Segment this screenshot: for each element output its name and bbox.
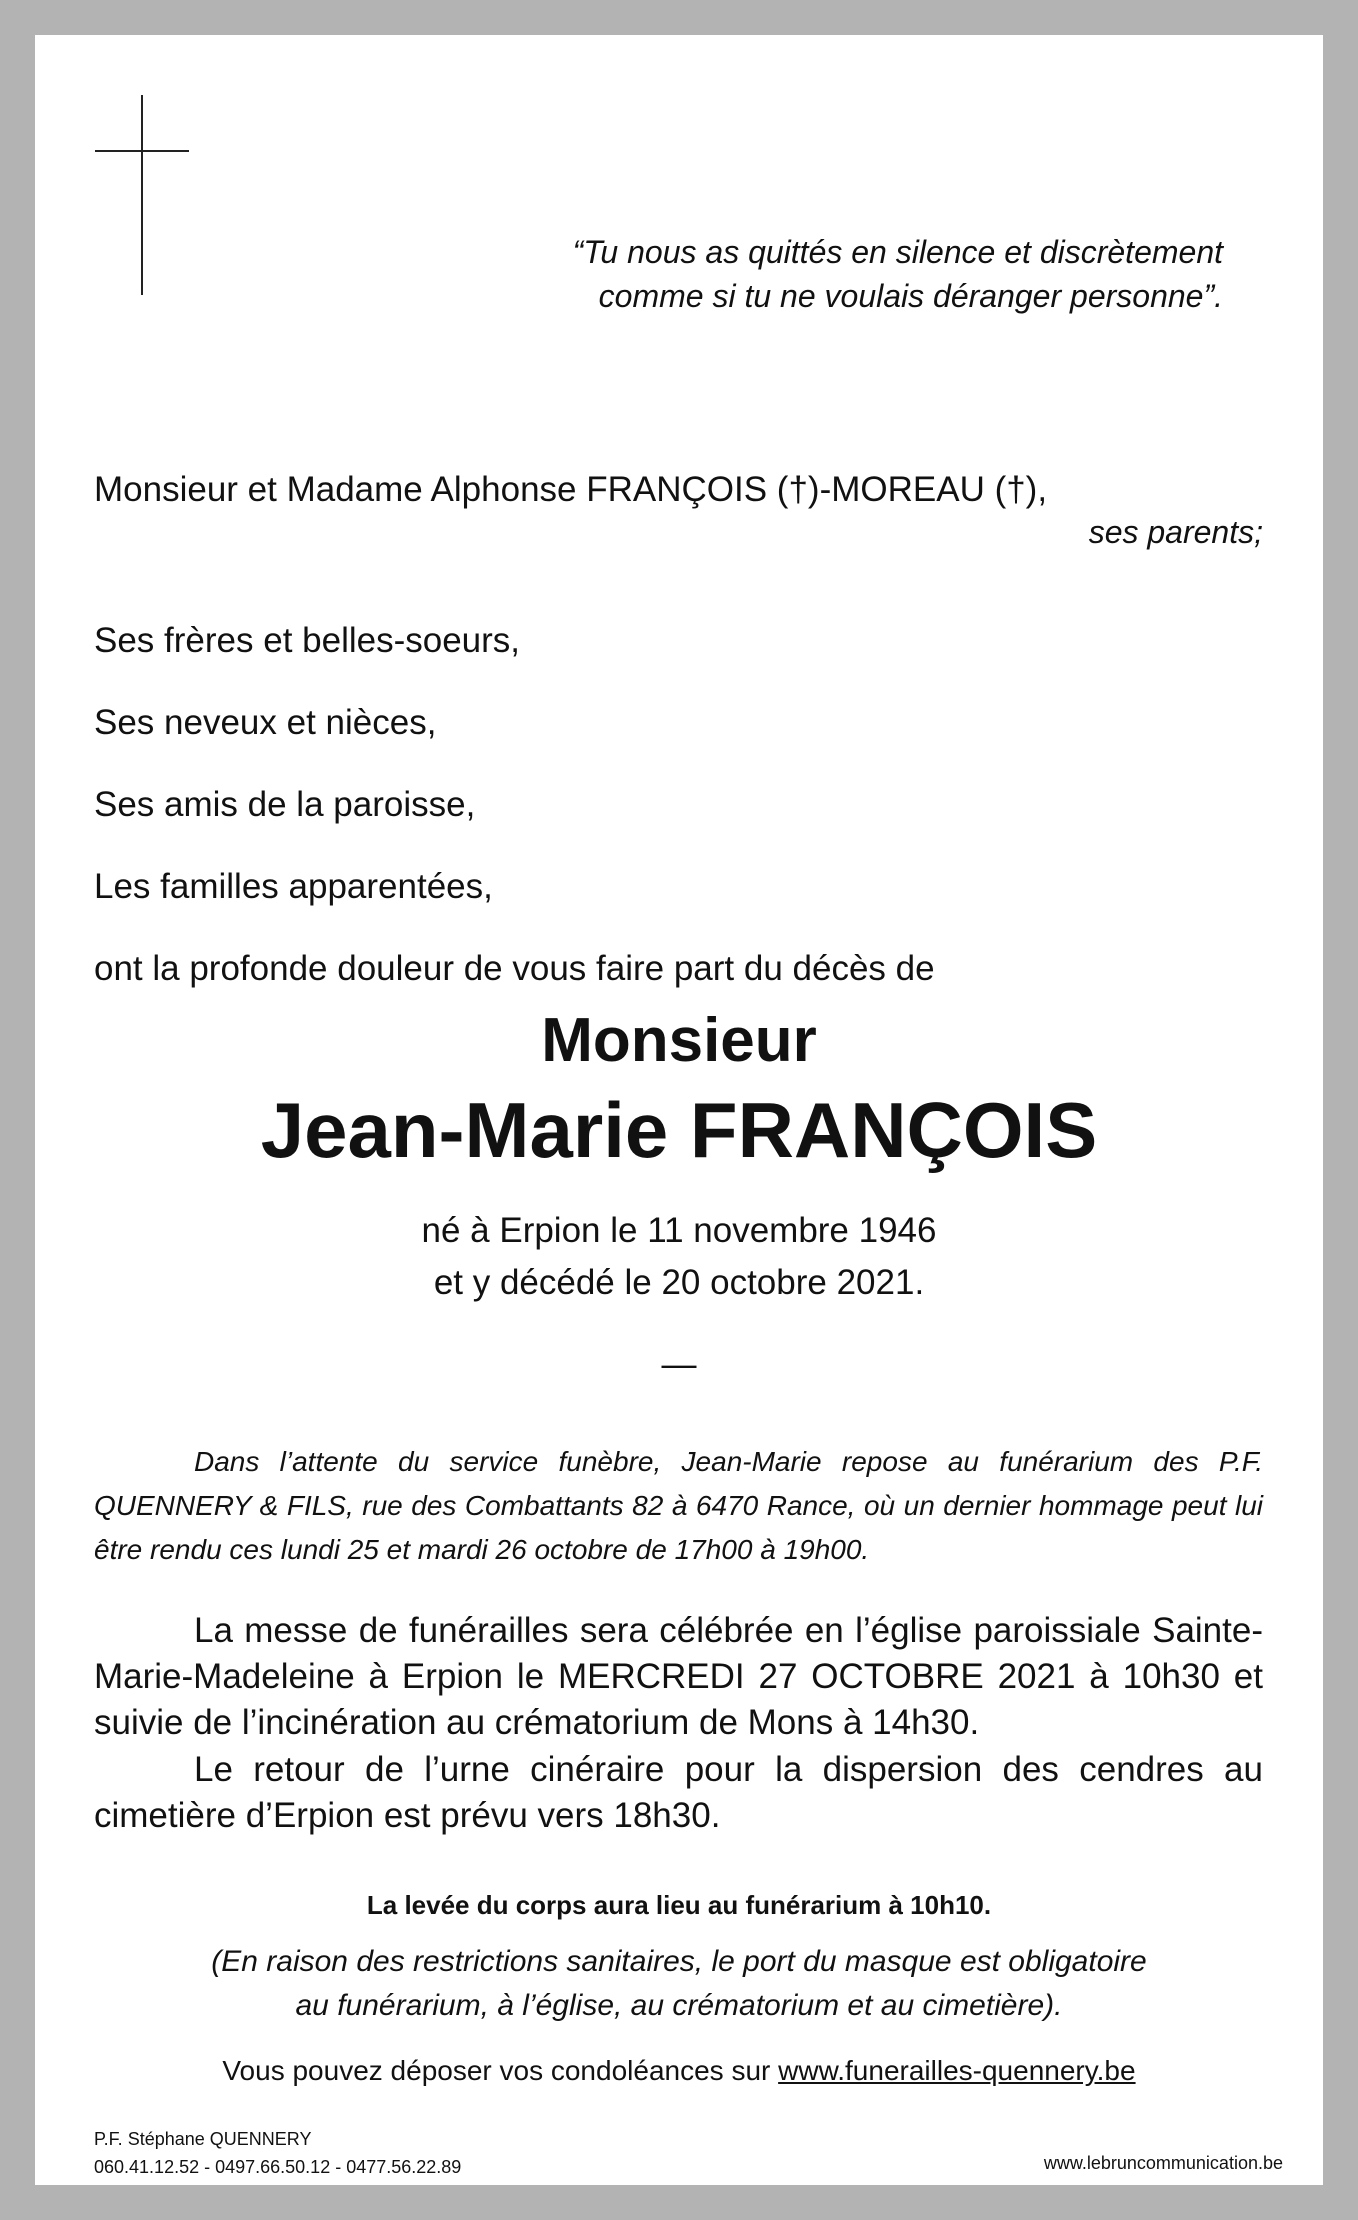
- footer-credit: www.lebruncommunication.be: [1043, 2153, 1283, 2173]
- condolences-text: Vous pouvez déposer vos condoléances sur: [222, 2055, 779, 2086]
- family-line: Les familles apparentées,: [94, 867, 493, 906]
- body-removal-notice: La levée du corps aura lieu au funérarium à 10h10.: [366, 1890, 992, 1920]
- death-line: et y décédé le 20 octobre 2021.: [433, 1263, 925, 1302]
- obituary-card: [35, 35, 1323, 2185]
- footer-contact: [94, 2125, 461, 2181]
- deceased-name: Jean-Marie FRANÇOIS: [260, 1086, 1098, 1174]
- parents-names: Monsieur et Madame Alphonse FRANÇOIS (†)-MOREAU (†),: [94, 470, 1048, 509]
- family-line: Ses amis de la paroisse,: [94, 785, 476, 824]
- sanitary-line-1: (En raison des restrictions sanitaires, le port du masque est obligatoire: [211, 1945, 1147, 1978]
- cross-icon: [141, 95, 143, 295]
- announcement-line: ont la profonde douleur de vous faire part du décès de: [94, 949, 935, 988]
- parents-block: [94, 470, 1263, 551]
- funeral-home-name: P.F. Stéphane QUENNERY: [94, 2129, 312, 2149]
- deceased-dates: [35, 1205, 1323, 1309]
- separator: —: [661, 1345, 697, 1384]
- funerarium-paragraph: Dans l’attente du service funèbre, Jean-Marie repose au funérarium des P.F. QUENNERY & FILS, rue des Combattants 82 à 6470 Rance, où un dernier hommage peut lui être rendu ces lundi 25 et mardi 26 octobre de 17h00 à 19h00.: [94, 1446, 1263, 1565]
- cross-icon-bar: [95, 150, 189, 152]
- funeral-home-phones: 060.41.12.52 - 0497.66.50.12 - 0477.56.22.89: [94, 2157, 462, 2177]
- sanitary-notice: [35, 1940, 1323, 2028]
- quote-line-2: comme si tu ne voulais déranger personne”.: [598, 278, 1223, 314]
- family-line: Ses frères et belles-soeurs,: [94, 621, 521, 660]
- birth-line: né à Erpion le 11 novembre 1946: [421, 1211, 937, 1250]
- parents-relation: ses parents;: [1088, 514, 1263, 550]
- urn-paragraph: Le retour de l’urne cinéraire pour la dispersion des cendres au cimetière d’Erpion est prévu vers 18h30.: [94, 1750, 1263, 1835]
- family-line: Ses neveux et nièces,: [94, 703, 437, 742]
- condolences-link[interactable]: www.funerailles-quennery.be: [778, 2055, 1136, 2086]
- mass-paragraph: La messe de funérailles sera célébrée en l’église paroissiale Sainte-Marie-Madeleine à Erpion le MERCREDI 27 OCTOBRE 2021 à 10h30 et suivie de l’incinération au crématorium de Mons à 14h30.: [94, 1611, 1263, 1742]
- deceased-title: Monsieur: [541, 1006, 817, 1075]
- sanitary-line-2: au funérarium, à l’église, au crématorium et au cimetière).: [295, 1989, 1063, 2022]
- opening-quote: [573, 230, 1223, 318]
- condolences-line: [35, 2055, 1323, 2087]
- quote-line-1: “Tu nous as quittés en silence et discrètement: [572, 234, 1223, 270]
